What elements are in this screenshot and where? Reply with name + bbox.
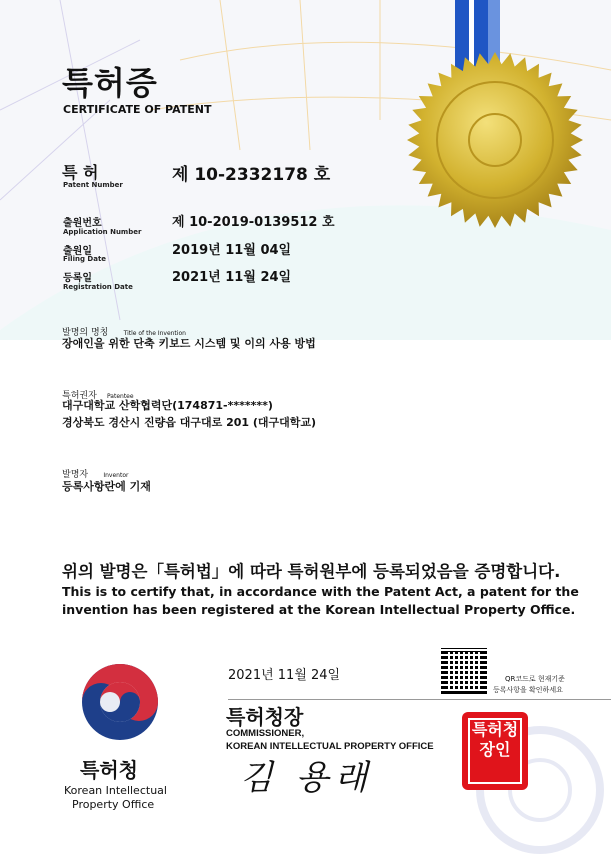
filing-date-label-en: Filing Date bbox=[63, 255, 107, 263]
patentee-label-en: Patentee bbox=[106, 393, 134, 400]
qr-caption-2: 등록사항을 확인하세요 bbox=[493, 686, 563, 694]
filing-date-label: 출원일 bbox=[63, 246, 92, 257]
issue-date: 2021년 11월 24일 bbox=[228, 668, 341, 683]
filing-date-value: 2019년 11월 04일 bbox=[172, 243, 292, 258]
patent-number-value: 제 10-2332178 호 bbox=[172, 165, 331, 185]
statement-english-2: invention has been registered at the Korean Intellectual Property Office. bbox=[62, 602, 576, 617]
signature: 김 용래 bbox=[240, 758, 374, 798]
inventor-value: 등록사항란에 기재 bbox=[62, 480, 151, 493]
commissioner-korean: 특허청장 bbox=[226, 705, 304, 729]
certificate-subtitle: CERTIFICATE OF PATENT bbox=[63, 103, 212, 116]
logo-korean: 특허청 bbox=[80, 758, 138, 782]
inventor-label-en: Inventor bbox=[103, 472, 129, 479]
commissioner-english-1: COMMISSIONER, bbox=[226, 728, 305, 739]
seal-text: 특허청장인 bbox=[468, 718, 522, 784]
statement-english-1: This is to certify that, in accordance with the Patent Act, a patent for the bbox=[62, 584, 579, 599]
logo-english-2: Property Office bbox=[72, 798, 155, 811]
application-number-value: 제 10-2019-0139512 호 bbox=[172, 215, 335, 230]
logo-english-1: Korean Intellectual bbox=[64, 784, 167, 797]
patentee-label-ko: 특허권자 bbox=[62, 391, 97, 401]
patent-number-label: 특 허 bbox=[62, 163, 99, 182]
invention-label-en: Title of the Invention bbox=[123, 330, 186, 337]
commissioner-english-2: KOREAN INTELLECTUAL PROPERTY OFFICE bbox=[226, 741, 434, 752]
patentee-address: 경상북도 경산시 진량읍 대구대로 201 (대구대학교) bbox=[62, 416, 317, 429]
application-number-label: 출원번호 bbox=[63, 218, 102, 229]
divider bbox=[228, 699, 611, 700]
patent-number-label-en: Patent Number bbox=[63, 181, 123, 189]
registration-date-label: 등록일 bbox=[63, 273, 92, 284]
inventor-label-ko: 발명자 bbox=[62, 470, 89, 480]
registration-date-label-en: Registration Date bbox=[63, 283, 133, 291]
registration-date-value: 2021년 11월 24일 bbox=[172, 270, 292, 285]
kipo-logo-icon bbox=[80, 662, 160, 742]
qr-caption-1: QR코드로 현재기준 bbox=[505, 675, 565, 683]
statement-korean: 위의 발명은「특허법」에 따라 특허원부에 등록되었음을 증명합니다. bbox=[62, 562, 561, 581]
invention-label-ko: 발명의 명칭 bbox=[62, 328, 109, 338]
invention-title: 장애인을 위한 단축 키보드 시스템 및 이의 사용 방법 bbox=[62, 337, 316, 350]
application-number-label-en: Application Number bbox=[63, 228, 142, 236]
qr-code bbox=[441, 648, 487, 694]
patentee-name: 대구대학교 산학협력단(174871-*******) bbox=[62, 399, 273, 412]
certificate-title: 특허증 bbox=[62, 64, 158, 102]
official-seal bbox=[462, 712, 528, 790]
